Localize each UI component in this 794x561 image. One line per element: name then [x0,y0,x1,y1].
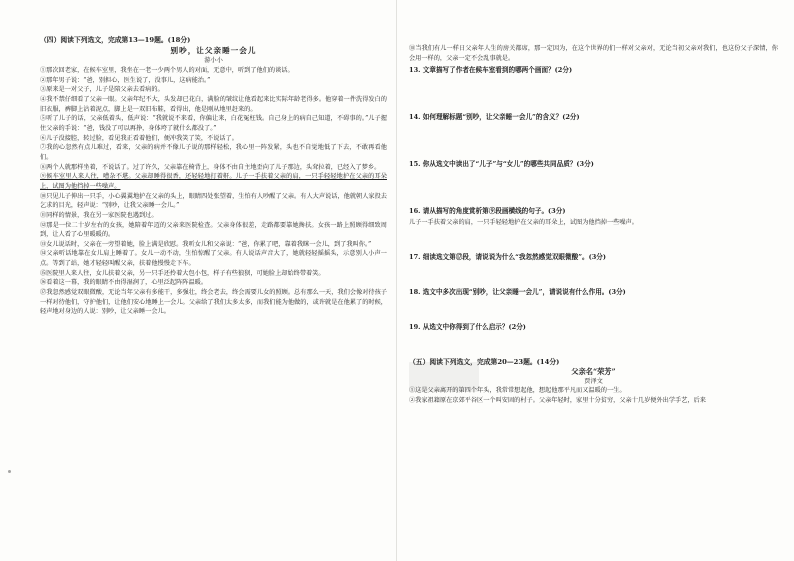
paragraph-10: ⑩只见儿子伸出一只手，小心翼翼地护在父亲的头上，眼睛四处张望着，生怕有人吵醒了父亲。有人大声说话，他就朝人家投去乞求的目光，轻声说：“别吵，让我父亲睡一会儿。” [40,192,387,210]
answer-space-15[interactable] [409,169,778,207]
paragraph-16: ⑯看着这一幕，我的眼睛不由得湿润了，心里泛起阵阵温暖。 [40,279,208,287]
paragraph-4: ④我不禁仔细看了父亲一眼。父亲年纪不大，头发却已花白，满脸的皱纹让他看起来比实际年龄老得多。他穿着一件洗得发白的旧衣服，裤脚上沾着泥点，脚上是一双旧布鞋，看得出，他是刚从地里赶来的。 [40,95,387,113]
paragraph-2: ②那年男子说：“爸，别担心，医生说了，没事儿，这病能治。” [40,76,211,84]
section-4-header: （四）阅读下列选文，完成第13—19题。(18分) [40,36,191,44]
paragraph-11: ⑪同样的情景，我在另一家医院也遇到过。 [40,211,158,219]
section-5-paragraph-2: ②我家祖籍原在京郊平谷区一个叫安固的村子。父亲年轻时，家里十分贫穷，父亲十几岁便外出学手艺，后来 [409,396,706,404]
paragraph-15: ⑮医院里人来人往，女儿扶着父亲，另一只手还拎着大包小包，样子有些狼狈，可她脸上却始终带着笑。 [40,269,325,277]
answer-space-16[interactable] [409,227,778,253]
answer-space-14[interactable] [409,122,778,160]
paragraph-1: ①那次回老家，在候车室里，我坐在一老一少两个男人的对面，无意中，听到了他们的谈话。 [40,67,294,74]
question-16: 16. 请从描写的角度赏析第⑨段画横线的句子。(3分) [409,207,566,216]
section-5-author: 贾泽文 [584,378,603,386]
answer-space-18[interactable] [409,297,778,323]
right-column [397,0,794,561]
scan-blemish [409,362,479,392]
question-18: 18. 选文中多次出现“别吵，让父亲睡一会儿”，请说说有什么作用。(3分) [409,288,626,297]
question-13: 13. 文章描写了作者在候车室看到的哪两个画面？(2分) [409,66,573,75]
question-19: 19. 从选文中你得到了什么启示？(2分) [409,323,526,332]
paragraph-5: ⑤听了儿子的话，父亲低着头，低声说：“我就说不来看，你偏让来，白花冤枉钱。自己身上的病自己知道，不碍事的。”儿子握住父亲的手说：“爸，钱没了可以再挣，身体垮了就什么都没了。” [40,115,387,132]
question-14: 14. 如何理解标题“别吵，让父亲睡一会儿”的含义？(2分) [409,113,580,122]
answer-space-17[interactable] [409,262,778,288]
section-5-header: （五）阅读下列选文，完成第20—23题。(14分) [409,358,560,367]
answer-space-13[interactable] [409,75,778,113]
question-16-quote: 儿子一手扶着父亲的肩，一只手轻轻地护在父亲的耳朵上，试图为他挡掉一些噪声。 [409,219,638,227]
question-17: 17. 细读选文第⑰段，请说说为什么“我忽然感觉双眼微酸”。(3分) [409,253,607,262]
paragraph-12: ⑫那是一位二十岁左右的女孩，她陪着年迈的父亲来医院检查。父亲身体很差，走路都要靠她搀扶。女孩一路上照顾得细致周到，让人看了心里暖暖的。 [40,221,387,239]
paragraph-8: ⑧两个人就那样坐着，不说话了。过了许久，父亲靠在椅背上，身体不由自主地歪向了儿子那边，头耷拉着，已经入了梦乡。 [40,163,381,171]
paragraph-13: ⑬女儿说话时，父亲在一旁望着她，脸上满是欣慰。我听女儿和父亲说：“爸，你累了吧，靠着我眯一会儿，到了我叫你。” [40,240,372,248]
paragraph-7: ⑦我的心忽然有点儿难过，看来，父亲的病并不像儿子说的那样轻松，我心里一阵发紧，头也不自觉地低了下去，不敢再看他们。 [40,144,387,161]
paragraph-3: ③原来是一对父子，儿子是陪父亲去看病的。 [40,86,164,94]
paragraph-6: ⑥儿子没接腔，转过脸，看见我正看着他们，便冲我笑了笑，不说话了。 [40,134,238,142]
scan-speck [8,470,11,473]
paragraph-14: ⑭父亲听话地靠在女儿肩上睡着了。女儿一动不动，生怕惊醒了父亲。有人说话声音大了，她就轻轻摇摇头，示意别人小声一点。等到了站，她才轻轻叫醒父亲，扶着他慢慢走下车。 [40,250,387,268]
article-title: 别吵，让父亲睡一会儿 [170,46,257,55]
paragraph-18: ⑱当我们有儿一样日父亲年人生的房关都席，那一定因为，在这个世界的们一样对父亲对，无论当初父亲对我们，也这份父子深情，你会用一样的，父亲一定不会乱事就是。 [409,45,778,62]
section-5-title: 父亲名“荣芳” [571,367,616,377]
paragraph-9-underlined: ⑨候车室里人来人往，嘈杂不堪。父亲却睡得很香，还轻轻地打着鼾。儿子一手扶着父亲的肩，一只手轻轻地护在父亲的耳朵上，试图为他挡掉一些噪声。 [40,173,387,190]
paragraph-17: ⑰我忽然感觉双眼微酸，无论当年父亲有多能干，多强壮，终会老去，终会需要儿女的照顾。总有那么一天，我们会像对待孩子一样对待他们，守护他们，让他们安心地睡上一会儿。父亲给了我们太多太多，而我们能为他做的，或许就是在他累了的时候，轻声地对身边的人说：别吵，让父亲睡一会儿。 [40,289,387,316]
question-15: 15. 你从选文中读出了“儿子”与“女儿”的哪些共同品质？(3分) [409,160,594,169]
answer-space-19[interactable] [409,332,778,358]
article-author: 游小小 [204,57,223,64]
section-5-paragraph-1: ①这是父亲离开的第四个年头，我常常想起他，想起他那平凡而又温暖的一生。 [409,387,626,395]
